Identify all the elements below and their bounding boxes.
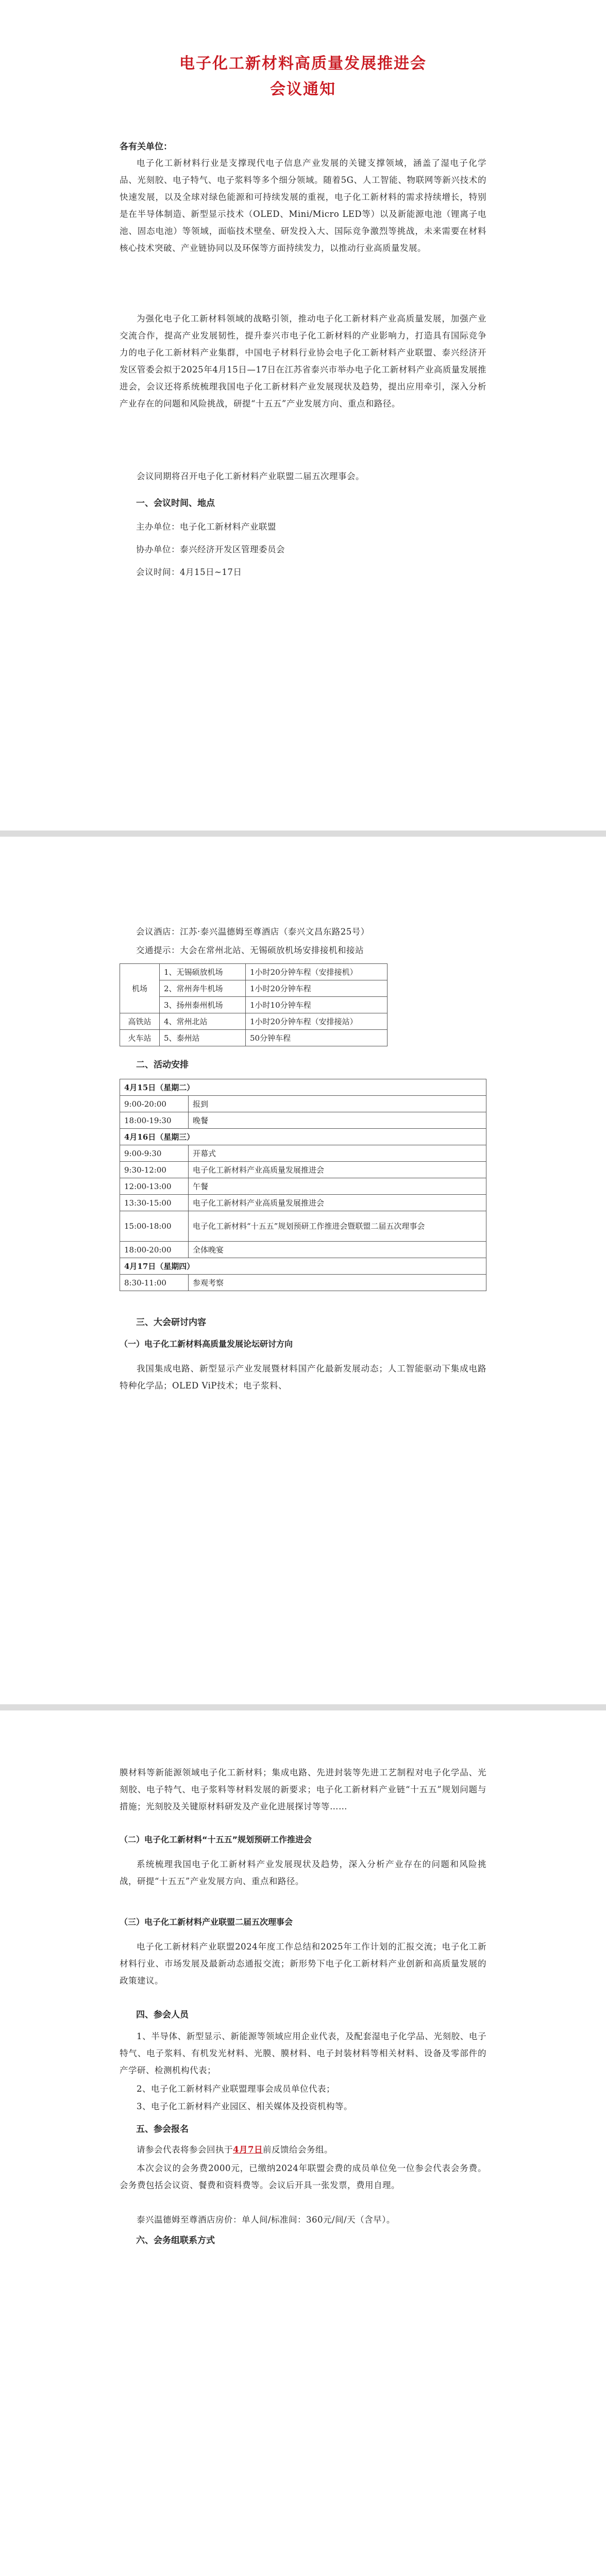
transport-station: 3、扬州泰州机场 [160,997,246,1013]
page-1 [0,0,606,831]
transport-table [120,963,388,1046]
transport-station: 1、无锡硕放机场 [160,964,246,980]
section-2-heading: 二、活动安排 [136,1060,189,1070]
section-4-item-1: 1、半导体、新型显示、新能源等领域应用企业代表，及配套湿电子化学品、光刻胶、电子特气、电子浆料、有机发光材料、光膜、膜材料、电子封装材料等相关材料、设备及零部件的产学研、检测机构代表； [120,2031,486,2075]
schedule-item: 午餐 [189,1178,486,1195]
transport-station: 4、常州北站 [160,1013,246,1030]
section-3-sub-2: （二）电子化工新材料“十五五”规划预研工作推进会 [120,1835,312,1844]
notice-subtitle: 会议通知 [270,80,336,98]
venue-line: 会议酒店：江苏·泰兴温德姆至尊酒店（泰兴文昌东路25号） [136,927,369,937]
schedule-time: 9:00-20:00 [120,1096,189,1112]
schedule-day: 4月15日（星期二） [120,1079,486,1096]
schedule-time: 9:00-9:30 [120,1145,189,1162]
transport-row [120,980,388,997]
section-4-item-2: 2、电子化工新材料产业联盟理事会成员单位代表； [137,2084,335,2094]
transport-group: 火车站 [120,1030,160,1046]
transport-group: 机场 [120,964,160,1013]
schedule-table [120,1079,486,1291]
section-3-paragraph-1a: 我国集成电路、新型显示产业发展暨材料国产化最新发展动态；人工智能驱动下集成电路特种化学品；OLED ViP技术；电子浆料、 [120,1364,486,1391]
co-host-line: 协办单位：泰兴经济开发区管理委员会 [136,545,285,554]
section-4-item-3: 3、电子化工新材料产业园区、相关媒体及投资机构等。 [137,2102,352,2111]
schedule-time: 12:00-13:00 [120,1178,189,1195]
section-3-paragraph-3: 电子化工新材料产业联盟2024年度工作总结和2025年工作计划的汇报交流；电子化工新材料行业、市场发展及最新动态通报交流；新形势下电子化工新材料产业创新和高质量发展的政策建议。 [120,1942,486,1986]
host-line: 主办单位：电子化工新材料产业联盟 [136,522,276,532]
deadline-suffix: 前反馈给会务组。 [262,2145,333,2155]
transport-time: 1小时20分钟车程 [246,980,388,997]
transport-group: 高铁站 [120,1013,160,1030]
section-4-heading: 四、参会人员 [136,2010,189,2020]
section-3-sub-1: （一）电子化工新材料高质量发展论坛研讨方向 [120,1339,293,1349]
section-3-paragraph-1b: 膜材料等新能源领域电子化工新材料；集成电路、先进封装等先进工艺制程对电子化学品、光刻胶、电子特气、电子浆料等材料发展的新要求；电子化工新材料产业链“十五五”规划问题与措施；光刻胶及关键原材料研发及产业化进展探讨等等…… [120,1768,486,1811]
page-3 [0,1710,606,2576]
deadline-date: 4月7日 [233,2145,263,2155]
transport-time: 50分钟车程 [246,1030,388,1046]
schedule-item: 开幕式 [189,1145,486,1162]
transport-time: 1小时20分钟车程（安排接机） [246,964,388,980]
intro-paragraph-1: 电子化工新材料行业是支撑现代电子信息产业发展的关键支撑领域，涵盖了湿电子化学品、光刻胶、电子特气、电子浆料等多个细分领域。随着5G、人工智能、物联网等新兴技术的快速发展，以及全球对绿色能源和可持续发展的重视，电子化工新材料的需求持续增长，特别是在半导体制造、新型显示技术（OLED、Mini/Micro LED等）以及新能源电池（锂离子电池、固态电池）等领域，面临技术壁垒、研发投入大、国际竞争激烈等挑战，未来需要在材料核心技术突破、产业链协同以及环保等方面持续发力，以推动行业高质量发展。 [120,158,486,253]
schedule-item: 电子化工新材料产业高质量发展推进会 [189,1195,486,1211]
section-5-heading: 五、参会报名 [136,2124,189,2134]
transport-hint: 交通提示：大会在常州北站、无锡硕放机场安排接机和接站 [136,945,364,955]
schedule-day: 4月17日（星期四） [120,1258,486,1275]
schedule-time: 9:30-12:00 [120,1162,189,1178]
schedule-time: 8:30-11:00 [120,1275,189,1291]
page-2 [0,837,606,1704]
salutation: 各有关单位： [120,142,172,152]
transport-row [120,1030,388,1046]
schedule-item: 电子化工新材料“十五五”规划预研工作推进会暨联盟二届五次理事会 [189,1211,486,1242]
section-5-paragraph-1 [120,2141,486,2158]
transport-row [120,964,388,980]
schedule-time: 13:30-15:00 [120,1195,189,1211]
transport-row [120,997,388,1013]
schedule-time: 18:00-20:00 [120,1242,189,1258]
schedule-time: 18:00-19:30 [120,1112,189,1129]
section-3-heading: 三、大会研讨内容 [136,1317,206,1328]
schedule-item: 参观考察 [189,1275,486,1291]
section-1-heading: 一、会议时间、地点 [136,498,215,509]
intro-paragraph-3: 会议同期将召开电子化工新材料产业联盟二届五次理事会。 [137,471,364,481]
transport-time: 1小时20分钟车程（安排接站） [246,1013,388,1030]
transport-station: 5、泰州站 [160,1030,246,1046]
section-3-sub-3: （三）电子化工新材料产业联盟二届五次理事会 [120,1917,293,1927]
schedule-day: 4月16日（星期三） [120,1129,486,1145]
section-6-heading: 六、会务组联系方式 [136,2235,215,2246]
schedule-item: 电子化工新材料产业高质量发展推进会 [189,1162,486,1178]
section-5-paragraph-2: 本次会议的会务费2000元，已缴纳2024年联盟会费的成员单位免一位参会代表会务费。会务费包括会议资、餐费和资料费等。会议后开具一张发票，费用自理。 [120,2163,486,2190]
schedule-item: 晚餐 [189,1112,486,1129]
schedule-time: 15:00-18:00 [120,1211,189,1242]
transport-time: 1小时10分钟车程 [246,997,388,1013]
transport-station: 2、常州奔牛机场 [160,980,246,997]
meeting-time-line: 会议时间：4月15日~17日 [136,567,242,577]
section-5-paragraph-3: 泰兴温德姆至尊酒店房价：单人间/标准间：360元/间/天（含早）。 [137,2215,395,2225]
deadline-prefix: 请参会代表将参会回执于 [137,2145,233,2155]
notice-title: 电子化工新材料高质量发展推进会 [179,55,427,73]
transport-row [120,1013,388,1030]
schedule-item: 报到 [189,1096,486,1112]
intro-paragraph-2: 为强化电子化工新材料领域的战略引领，推动电子化工新材料产业高质量发展，加强产业交流合作，提高产业发展韧性，提升泰兴市电子化工新材料的产业影响力，打造具有国际竞争力的电子化工新材料产业集群，中国电子材料行业协会电子化工新材料产业联盟、泰兴经济开发区管委会拟于2025年4月15日—17日在江苏省泰兴市举办电子化工新材料产业高质量发展推进会，会议还将系统梳理我国电子化工新材料产业发展现状及趋势，提出应用牵引，深入分析产业存在的问题和风险挑战，研提“十五五”产业发展方向、重点和路径。 [120,314,486,409]
schedule-item: 全体晚宴 [189,1242,486,1258]
section-3-paragraph-2: 系统梳理我国电子化工新材料产业发展现状及趋势，深入分析产业存在的问题和风险挑战，研提“十五五”产业发展方向、重点和路径。 [120,1859,486,1886]
